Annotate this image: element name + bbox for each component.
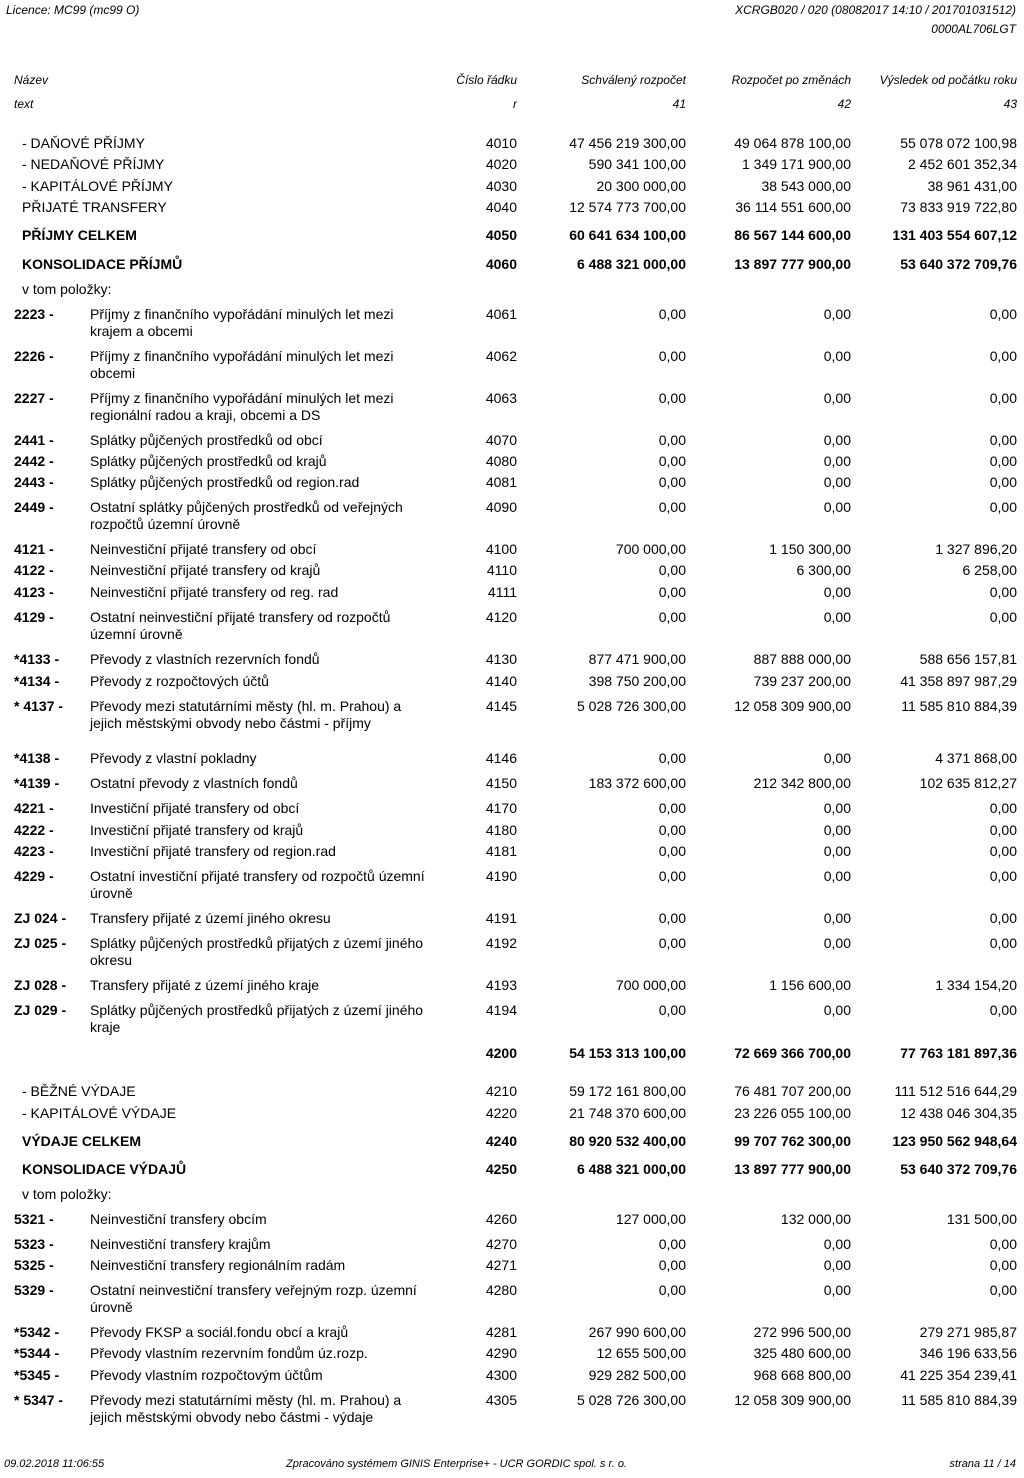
row-label: KONSOLIDACE VÝDAJŮ <box>22 1161 187 1177</box>
result-value: 11 585 810 884,39 <box>901 698 1017 714</box>
budget-after-changes-value: 13 897 777 900,00 <box>734 1161 851 1177</box>
approved-budget-value: 59 172 161 800,00 <box>569 1083 686 1099</box>
item-label: Splátky půjčených prostředků od krajů <box>90 453 327 469</box>
line-number: 4111 <box>487 584 517 600</box>
budget-after-changes-value: 0,00 <box>823 432 851 448</box>
line-number: 4290 <box>485 1345 517 1361</box>
item-label: Splátky půjčených prostředků od obcí <box>90 432 323 448</box>
result-value: 73 833 919 722,80 <box>900 199 1017 215</box>
approved-budget-value: 5 028 726 300,00 <box>577 698 686 714</box>
result-value: 0,00 <box>989 800 1017 816</box>
col-header-result-sub: 43 <box>1003 97 1017 111</box>
approved-budget-value: 0,00 <box>658 822 686 838</box>
result-value: 77 763 181 897,36 <box>900 1045 1017 1061</box>
item-label: Ostatní neinvestiční přijaté transfery od rozpočtů územní úrovně <box>90 609 391 642</box>
line-number: 4280 <box>485 1282 517 1298</box>
approved-budget-value: 590 341 100,00 <box>588 156 686 172</box>
item-label: Investiční přijaté transfery od krajů <box>90 822 304 838</box>
line-number: 4062 <box>485 348 517 364</box>
budget-after-changes-value: 12 058 309 900,00 <box>734 1392 851 1408</box>
line-number: 4140 <box>485 673 517 689</box>
result-value: 346 196 633,56 <box>919 1345 1017 1361</box>
line-number: 4145 <box>485 698 517 714</box>
item-label: Transfery přijaté z území jiného kraje <box>90 977 320 993</box>
result-value: 0,00 <box>989 1236 1017 1252</box>
item-label: Transfery přijaté z území jiného okresu <box>90 910 331 926</box>
result-value: 38 961 431,00 <box>927 178 1017 194</box>
row-label: VÝDAJE CELKEM <box>22 1133 142 1149</box>
col-header-name-sub: text <box>14 97 34 111</box>
line-number: 4281 <box>485 1324 517 1340</box>
budget-after-changes-value: 23 226 055 100,00 <box>734 1105 851 1121</box>
result-value: 11 585 810 884,39 <box>901 1392 1017 1408</box>
result-value: 4 371 868,00 <box>935 750 1017 766</box>
budget-after-changes-value: 0,00 <box>823 453 851 469</box>
line-number: 4070 <box>485 432 517 448</box>
footer-page: strana 11 / 14 <box>949 1458 1016 1470</box>
approved-budget-value: 21 748 370 600,00 <box>569 1105 686 1121</box>
item-code: 5321 - <box>14 1211 54 1227</box>
result-value: 6 258,00 <box>962 562 1017 578</box>
budget-after-changes-value: 0,00 <box>823 584 851 600</box>
approved-budget-value: 0,00 <box>658 474 686 490</box>
approved-budget-value: 54 153 313 100,00 <box>569 1045 686 1061</box>
line-number: 4150 <box>485 775 517 791</box>
result-value: 1 327 896,20 <box>935 541 1017 557</box>
approved-budget-value: 700 000,00 <box>615 541 686 557</box>
line-number: 4180 <box>485 822 517 838</box>
line-number: 4260 <box>485 1211 517 1227</box>
budget-after-changes-value: 36 114 551 600,00 <box>735 199 851 215</box>
item-code: *5345 - <box>14 1367 60 1383</box>
line-number: 4181 <box>485 843 517 859</box>
item-label: Neinvestiční transfery obcím <box>90 1211 267 1227</box>
item-code: * 5347 - <box>14 1392 64 1408</box>
line-number: 4146 <box>485 750 517 766</box>
result-value: 0,00 <box>989 1257 1017 1273</box>
line-number: 4250 <box>485 1161 517 1177</box>
budget-after-changes-value: 76 481 707 200,00 <box>734 1083 851 1099</box>
result-value: 41 225 354 239,41 <box>900 1367 1017 1383</box>
approved-budget-value: 0,00 <box>658 750 686 766</box>
line-number: 4220 <box>485 1105 517 1121</box>
budget-after-changes-value: 0,00 <box>823 822 851 838</box>
col-header-approved-sub: 41 <box>672 97 686 111</box>
item-label: Ostatní splátky půjčených prostředků od veřejných rozpočtů územní úrovně <box>90 499 403 532</box>
approved-budget-value: 0,00 <box>658 1002 686 1018</box>
line-number: 4194 <box>485 1002 517 1018</box>
approved-budget-value: 47 456 219 300,00 <box>569 135 686 151</box>
row-label: - DAŇOVÉ PŘÍJMY <box>22 135 145 151</box>
approved-budget-value: 5 028 726 300,00 <box>577 1392 686 1408</box>
item-code: 4221 - <box>14 800 54 816</box>
line-number: 4061 <box>485 306 517 322</box>
line-number: 4240 <box>485 1133 517 1149</box>
line-number: 4081 <box>485 474 517 490</box>
line-number: 4271 <box>485 1257 517 1273</box>
result-value: 111 512 516 644,29 <box>894 1083 1017 1099</box>
approved-budget-value: 0,00 <box>658 1282 686 1298</box>
approved-budget-value: 0,00 <box>658 499 686 515</box>
approved-budget-value: 0,00 <box>658 800 686 816</box>
item-label: Splátky půjčených prostředků přijatých z území jiného okresu <box>90 935 424 968</box>
budget-after-changes-value: 0,00 <box>823 306 851 322</box>
budget-after-changes-value: 132 000,00 <box>780 1211 851 1227</box>
line-number: 4010 <box>485 135 517 151</box>
approved-budget-value: 0,00 <box>658 1257 686 1273</box>
budget-after-changes-value: 0,00 <box>823 910 851 926</box>
row-label: - NEDAŇOVÉ PŘÍJMY <box>22 156 165 172</box>
approved-budget-value: 0,00 <box>658 843 686 859</box>
item-label: Splátky půjčených prostředků přijatých z území jiného kraje <box>90 1002 424 1035</box>
budget-after-changes-value: 0,00 <box>823 1282 851 1298</box>
line-number: 4110 <box>486 562 517 578</box>
approved-budget-value: 6 488 321 000,00 <box>577 1161 686 1177</box>
item-label: Neinvestiční přijaté transfery od obcí <box>90 541 317 557</box>
item-label: Příjmy z finančního vypořádání minulých let mezi obcemi <box>90 348 394 381</box>
budget-after-changes-value: 49 064 878 100,00 <box>734 135 851 151</box>
item-label: Příjmy z finančního vypořádání minulých let mezi regionální radou a kraji, obcemi a DS <box>90 390 394 423</box>
row-label: - KAPITÁLOVÉ PŘÍJMY <box>22 178 173 194</box>
budget-after-changes-value: 0,00 <box>823 1002 851 1018</box>
budget-after-changes-value: 968 668 800,00 <box>753 1367 851 1383</box>
approved-budget-value: 20 300 000,00 <box>596 178 686 194</box>
item-code: 2449 - <box>14 499 54 515</box>
budget-after-changes-value: 325 480 600,00 <box>753 1345 851 1361</box>
approved-budget-value: 0,00 <box>658 453 686 469</box>
line-number: 4210 <box>485 1083 517 1099</box>
col-header-after-changes-sub: 42 <box>837 97 851 111</box>
item-label: Převody vlastním rezervním fondům úz.rozp. <box>90 1345 368 1361</box>
licence-text: Licence: MC99 (mc99 O) <box>6 3 140 17</box>
budget-after-changes-value: 13 897 777 900,00 <box>734 256 851 272</box>
item-label: Neinvestiční transfery regionálním radám <box>90 1257 346 1273</box>
line-number: 4020 <box>485 156 517 172</box>
result-value: 0,00 <box>989 432 1017 448</box>
item-label: Převody mezi statutárními městy (hl. m. Prahou) a jejich městskými obvody nebo částmi - příjmy <box>90 698 402 731</box>
item-label: Investiční přijaté transfery od obcí <box>90 800 300 816</box>
col-header-result: Výsledek od počátku roku <box>879 73 1017 87</box>
item-code: 2223 - <box>14 306 54 322</box>
line-number: 4080 <box>485 453 517 469</box>
approved-budget-value: 0,00 <box>658 432 686 448</box>
approved-budget-value: 80 920 532 400,00 <box>569 1133 686 1149</box>
row-label: KONSOLIDACE PŘÍJMŮ <box>22 256 183 272</box>
item-label: Splátky půjčených prostředků od region.rad <box>90 474 360 490</box>
item-code: 5323 - <box>14 1236 54 1252</box>
approved-budget-value: 6 488 321 000,00 <box>577 256 686 272</box>
budget-after-changes-value: 1 349 171 900,00 <box>742 156 851 172</box>
line-number: 4192 <box>485 935 517 951</box>
line-number: 4270 <box>485 1236 517 1252</box>
budget-after-changes-value: 1 156 600,00 <box>769 977 851 993</box>
approved-budget-value: 12 574 773 700,00 <box>569 199 686 215</box>
item-label: Neinvestiční přijaté transfery od krajů <box>90 562 321 578</box>
item-label: Převody FKSP a sociál.fondu obcí a krajů <box>90 1324 349 1340</box>
approved-budget-value: 0,00 <box>658 306 686 322</box>
result-value: 0,00 <box>989 935 1017 951</box>
budget-after-changes-value: 6 300,00 <box>796 562 851 578</box>
approved-budget-value: 127 000,00 <box>615 1211 686 1227</box>
budget-after-changes-value: 86 567 144 600,00 <box>734 227 851 243</box>
budget-after-changes-value: 887 888 000,00 <box>753 651 851 667</box>
approved-budget-value: 0,00 <box>658 868 686 884</box>
item-label: Převody z vlastních rezervních fondů <box>90 651 320 667</box>
item-label: Převody mezi statutárními městy (hl. m. Prahou) a jejich městskými obvody nebo částmi - výdaje <box>90 1392 402 1425</box>
line-number: 4050 <box>485 227 517 243</box>
approved-budget-value: 929 282 500,00 <box>588 1367 686 1383</box>
item-code: ZJ 025 - <box>14 935 67 951</box>
col-header-approved: Schválený rozpočet <box>581 73 686 87</box>
footer-timestamp: 09.02.2018 11:06:55 <box>4 1458 105 1470</box>
result-value: 0,00 <box>989 584 1017 600</box>
row-label: PŘIJATÉ TRANSFERY <box>22 199 167 215</box>
budget-after-changes-value: 99 707 762 300,00 <box>734 1133 851 1149</box>
approved-budget-value: 0,00 <box>658 562 686 578</box>
result-value: 12 438 046 304,35 <box>900 1105 1017 1121</box>
line-number: 4100 <box>485 541 517 557</box>
budget-after-changes-value: 38 543 000,00 <box>761 178 851 194</box>
result-value: 131 500,00 <box>946 1211 1017 1227</box>
item-code: *4139 - <box>14 775 60 791</box>
budget-after-changes-value: 12 058 309 900,00 <box>734 698 851 714</box>
result-value: 0,00 <box>989 910 1017 926</box>
item-code: *4138 - <box>14 750 60 766</box>
row-label: v tom položky: <box>22 1186 112 1202</box>
line-number: 4120 <box>485 609 517 625</box>
line-number: 4170 <box>485 800 517 816</box>
item-code: * 4137 - <box>14 698 64 714</box>
col-header-name: Název <box>14 73 49 87</box>
line-number: 4200 <box>485 1045 517 1061</box>
item-code: 2443 - <box>14 474 54 490</box>
approved-budget-value: 183 372 600,00 <box>588 775 686 791</box>
line-number: 4060 <box>485 256 517 272</box>
budget-after-changes-value: 0,00 <box>823 499 851 515</box>
item-code: *4134 - <box>14 673 60 689</box>
approved-budget-value: 0,00 <box>658 910 686 926</box>
line-number: 4300 <box>485 1367 517 1383</box>
row-label: - BĚŽNÉ VÝDAJE <box>22 1083 136 1099</box>
line-number: 4190 <box>485 868 517 884</box>
budget-after-changes-value: 1 150 300,00 <box>769 541 851 557</box>
item-code: 4223 - <box>14 843 54 859</box>
line-number: 4130 <box>485 651 517 667</box>
item-code: 2441 - <box>14 432 54 448</box>
budget-after-changes-value: 0,00 <box>823 1257 851 1273</box>
result-value: 0,00 <box>989 499 1017 515</box>
item-code: 4122 - <box>14 562 54 578</box>
row-label: v tom položky: <box>22 281 112 297</box>
budget-after-changes-value: 0,00 <box>823 800 851 816</box>
item-label: Převody vlastním rozpočtovým účtům <box>90 1367 323 1383</box>
result-value: 102 635 812,27 <box>919 775 1017 791</box>
item-label: Převody z rozpočtových účtů <box>90 673 269 689</box>
approved-budget-value: 0,00 <box>658 935 686 951</box>
approved-budget-value: 0,00 <box>658 390 686 406</box>
col-header-after-changes: Rozpočet po změnách <box>731 73 851 87</box>
approved-budget-value: 700 000,00 <box>615 977 686 993</box>
item-code: 4129 - <box>14 609 54 625</box>
item-code: 4229 - <box>14 868 54 884</box>
item-code: 5329 - <box>14 1282 54 1298</box>
result-value: 2 452 601 352,34 <box>908 156 1017 172</box>
footer-system: Zpracováno systémem GINIS Enterprise+ - UCR GORDIC spol. s r. o. <box>286 1458 627 1470</box>
budget-after-changes-value: 0,00 <box>823 609 851 625</box>
result-value: 131 403 554 607,12 <box>892 227 1017 243</box>
approved-budget-value: 0,00 <box>658 609 686 625</box>
item-code: *4133 - <box>14 651 60 667</box>
budget-after-changes-value: 0,00 <box>823 868 851 884</box>
budget-after-changes-value: 0,00 <box>823 474 851 490</box>
result-value: 55 078 072 100,98 <box>900 135 1017 151</box>
result-value: 588 656 157,81 <box>919 651 1017 667</box>
row-label: PŘÍJMY CELKEM <box>22 227 137 243</box>
col-header-line: Číslo řádku <box>456 73 517 87</box>
line-number: 4193 <box>485 977 517 993</box>
budget-after-changes-value: 0,00 <box>823 348 851 364</box>
result-value: 0,00 <box>989 1282 1017 1298</box>
line-number: 4063 <box>485 390 517 406</box>
result-value: 0,00 <box>989 453 1017 469</box>
result-value: 0,00 <box>989 843 1017 859</box>
org-code: 0000AL706LGT <box>931 22 1016 36</box>
approved-budget-value: 267 990 600,00 <box>588 1324 686 1340</box>
approved-budget-value: 0,00 <box>658 584 686 600</box>
item-code: *5344 - <box>14 1345 60 1361</box>
item-label: Ostatní převody z vlastních fondů <box>90 775 298 791</box>
item-code: ZJ 029 - <box>14 1002 67 1018</box>
item-label: Investiční přijaté transfery od region.rad <box>90 843 336 859</box>
item-label: Ostatní neinvestiční transfery veřejným rozp. územní úrovně <box>90 1282 417 1315</box>
item-code: 5325 - <box>14 1257 54 1273</box>
result-value: 0,00 <box>989 609 1017 625</box>
line-number: 4191 <box>485 910 517 926</box>
report-id: XCRGB020 / 020 (08082017 14:10 / 201701031512) <box>735 3 1016 17</box>
approved-budget-value: 60 641 634 100,00 <box>569 227 686 243</box>
item-label: Příjmy z finančního vypořádání minulých let mezi krajem a obcemi <box>90 306 394 339</box>
item-label: Neinvestiční transfery krajům <box>90 1236 271 1252</box>
approved-budget-value: 877 471 900,00 <box>588 651 686 667</box>
budget-after-changes-value: 272 996 500,00 <box>753 1324 851 1340</box>
approved-budget-value: 0,00 <box>658 1236 686 1252</box>
result-value: 1 334 154,20 <box>935 977 1017 993</box>
row-label: - KAPITÁLOVÉ VÝDAJE <box>22 1105 177 1121</box>
col-header-line-sub: r <box>513 97 517 111</box>
item-code: *5342 - <box>14 1324 60 1340</box>
result-value: 0,00 <box>989 306 1017 322</box>
item-code: 2442 - <box>14 453 54 469</box>
item-code: 4121 - <box>14 541 54 557</box>
line-number: 4305 <box>485 1392 517 1408</box>
budget-after-changes-value: 0,00 <box>823 1236 851 1252</box>
budget-after-changes-value: 739 237 200,00 <box>753 673 851 689</box>
result-value: 53 640 372 709,76 <box>900 1161 1017 1177</box>
result-value: 53 640 372 709,76 <box>900 256 1017 272</box>
item-label: Ostatní investiční přijaté transfery od rozpočtů územní úrovně <box>90 868 425 901</box>
result-value: 0,00 <box>989 474 1017 490</box>
result-value: 0,00 <box>989 1002 1017 1018</box>
approved-budget-value: 398 750 200,00 <box>588 673 686 689</box>
result-value: 0,00 <box>989 390 1017 406</box>
item-code: 2227 - <box>14 390 54 406</box>
item-label: Neinvestiční přijaté transfery od reg. rad <box>90 584 339 600</box>
line-number: 4090 <box>485 499 517 515</box>
result-value: 123 950 562 948,64 <box>892 1133 1017 1149</box>
item-code: ZJ 024 - <box>14 910 67 926</box>
budget-after-changes-value: 212 342 800,00 <box>753 775 851 791</box>
approved-budget-value: 0,00 <box>658 348 686 364</box>
item-code: 4123 - <box>14 584 54 600</box>
result-value: 0,00 <box>989 348 1017 364</box>
budget-after-changes-value: 0,00 <box>823 843 851 859</box>
budget-after-changes-value: 72 669 366 700,00 <box>734 1045 851 1061</box>
budget-after-changes-value: 0,00 <box>823 750 851 766</box>
result-value: 279 271 985,87 <box>919 1324 1017 1340</box>
item-code: 2226 - <box>14 348 54 364</box>
budget-after-changes-value: 0,00 <box>823 390 851 406</box>
item-code: ZJ 028 - <box>14 977 67 993</box>
result-value: 0,00 <box>989 868 1017 884</box>
line-number: 4030 <box>485 178 517 194</box>
line-number: 4040 <box>485 199 517 215</box>
result-value: 41 358 897 987,29 <box>900 673 1017 689</box>
result-value: 0,00 <box>989 822 1017 838</box>
item-label: Převody z vlastní pokladny <box>90 750 257 766</box>
item-code: 4222 - <box>14 822 54 838</box>
approved-budget-value: 12 655 500,00 <box>596 1345 686 1361</box>
budget-after-changes-value: 0,00 <box>823 935 851 951</box>
